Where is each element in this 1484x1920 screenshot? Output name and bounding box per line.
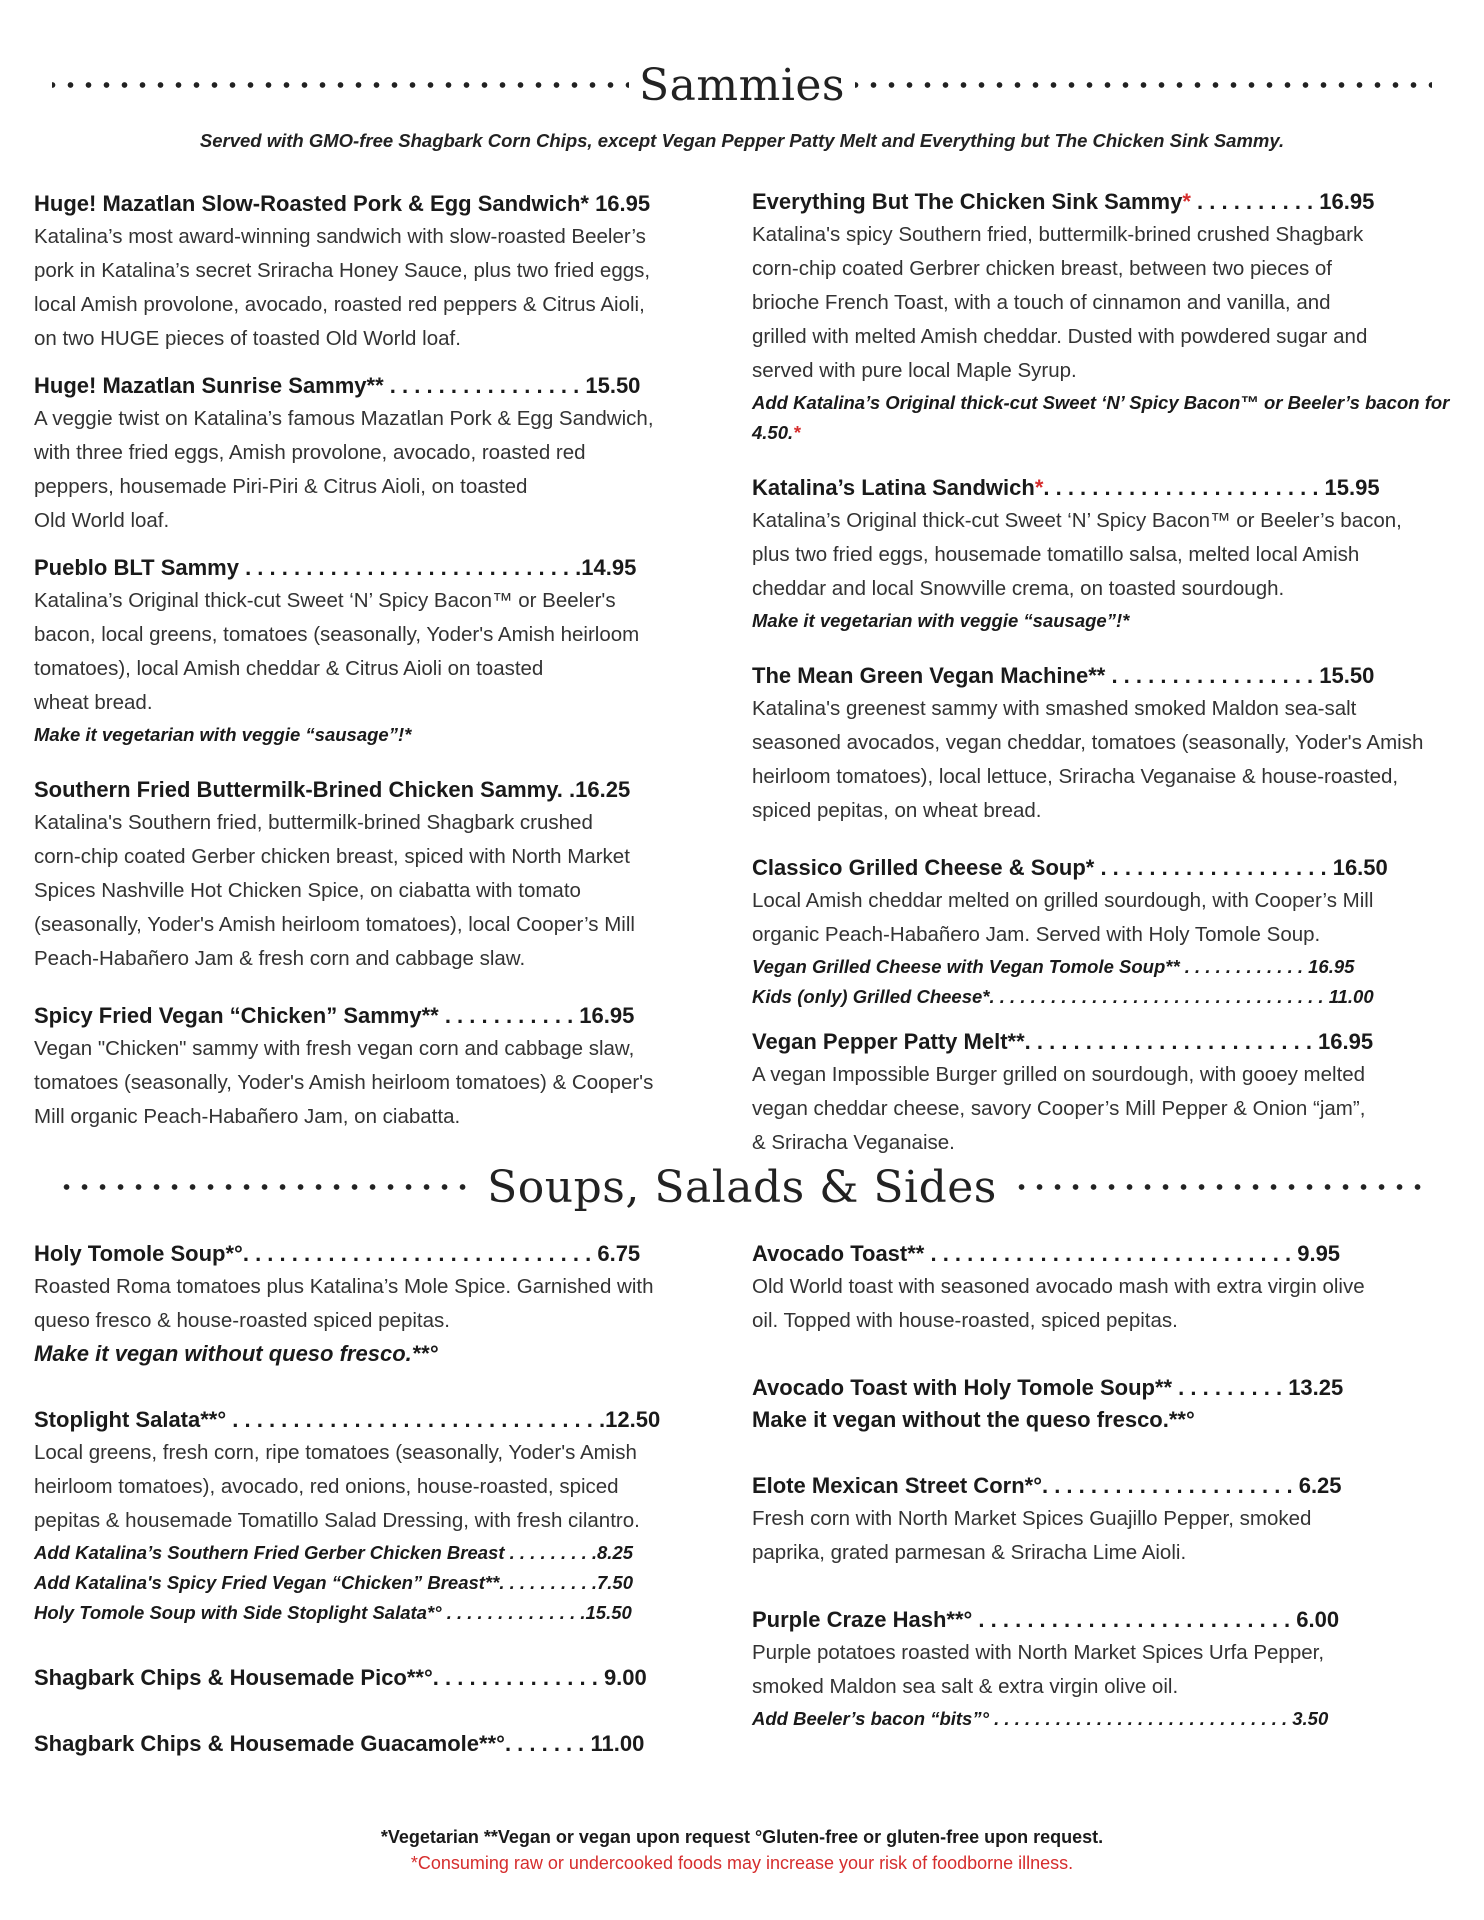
item-note: Kids (only) Grilled Cheese*. . . . . . . . . . . . . . . . . . . . . . . . . . . . . . . . . 11.00 [752, 986, 1374, 1007]
item-note: Holy Tomole Soup with Side Stoplight Salata*° . . . . . . . . . . . . . .15.50 [34, 1602, 632, 1623]
menu-item [34, 188, 734, 356]
item-desc-line: plus two fried eggs, housemade tomatillo salsa, melted local Amish [752, 543, 1360, 566]
item-note: Add Katalina’s Southern Fried Gerber Chicken Breast . . . . . . . . .8.25 [34, 1542, 634, 1563]
item-desc-line: corn-chip coated Gerber chicken breast, spiced with North Market [34, 845, 630, 868]
item-heading: Vegan Pepper Patty Melt**. . . . . . . . . . . . . . . . . . . . . . . . 16.95 [752, 1029, 1374, 1054]
item-heading: Huge! Mazatlan Sunrise Sammy** . . . . . . . . . . . . . . . . 15.50 [34, 373, 641, 398]
item-desc-line: Vegan "Chicken" sammy with fresh vegan corn and cabbage slaw, [34, 1037, 635, 1060]
menu-item [34, 1662, 734, 1694]
item-heading: Avocado Toast** . . . . . . . . . . . . . . . . . . . . . . . . . . . . . . 9.95 [752, 1241, 1341, 1266]
item-desc-line: pepitas & housemade Tomatillo Salad Dressing, with fresh cilantro. [34, 1509, 640, 1532]
menu-item [752, 1604, 1462, 1734]
item-heading: Spicy Fried Vegan “Chicken” Sammy** . . . . . . . . . . . 16.95 [34, 1003, 635, 1028]
dot-leader-right [855, 81, 1432, 89]
menu-item [34, 1728, 734, 1760]
item-desc-line: Fresh corn with North Market Spices Guajillo Pepper, smoked [752, 1507, 1312, 1530]
item-desc-line: tomatoes (seasonally, Yoder's Amish heirloom tomatoes) & Cooper's [34, 1071, 654, 1094]
menu-item [752, 1372, 1462, 1436]
item-desc-line: paprika, grated parmesan & Sriracha Lime Aioli. [752, 1541, 1187, 1564]
item-note: Make it vegetarian with veggie “sausage”!* [34, 724, 412, 745]
item-note: Vegan Grilled Cheese with Vegan Tomole Soup** . . . . . . . . . . . . 16.95 [752, 956, 1355, 977]
item-desc-line: Old World toast with seasoned avocado mash with extra virgin olive [752, 1275, 1365, 1298]
item-heading: Huge! Mazatlan Slow-Roasted Pork & Egg Sandwich* 16.95 [34, 191, 651, 216]
item-desc-line: tomatoes), local Amish cheddar & Citrus Aioli on toasted [34, 657, 544, 680]
menu-item [752, 1470, 1462, 1570]
item-desc-line: Katalina's greenest sammy with smashed smoked Maldon sea-salt [752, 697, 1357, 720]
sammies-left-column [34, 188, 734, 1134]
sides-left-column [34, 1238, 734, 1760]
raw-food-marker: * [793, 422, 801, 443]
item-desc-line: grilled with melted Amish cheddar. Dusted with powdered sugar and [752, 325, 1368, 348]
item-heading: The Mean Green Vegan Machine** . . . . . . . . . . . . . . . . . 15.50 [752, 663, 1375, 688]
item-desc-line: (seasonally, Yoder's Amish heirloom tomatoes), local Cooper’s Mill [34, 913, 635, 936]
item-desc-line: Katalina's Southern fried, buttermilk-brined Shagbark crushed [34, 811, 593, 834]
menu-item [34, 1238, 734, 1370]
item-heading: Shagbark Chips & Housemade Guacamole**°. . . . . . . 11.00 [34, 1731, 645, 1756]
item-desc-line: Spices Nashville Hot Chicken Spice, on ciabatta with tomato [34, 879, 581, 902]
item-desc-line: peppers, housemade Piri-Piri & Citrus Aioli, on toasted [34, 475, 528, 498]
item-desc-line: served with pure local Maple Syrup. [752, 359, 1077, 382]
sammies-header [52, 50, 1432, 120]
section-title-sammies: Sammies [639, 59, 846, 111]
food-safety-warning: *Consuming raw or undercooked foods may increase your risk of foodborne illness. [410, 1853, 1074, 1873]
item-desc-line: on two HUGE pieces of toasted Old World loaf. [34, 327, 461, 350]
item-desc-line: Katalina’s Original thick-cut Sweet ‘N’ Spicy Bacon™ or Beeler’s bacon, [752, 509, 1402, 532]
sammies-right-column [752, 186, 1462, 1160]
item-desc-line: bacon, local greens, tomatoes (seasonally, Yoder's Amish heirloom [34, 623, 640, 646]
item-desc-line: smoked Maldon sea salt & extra virgin olive oil. [752, 1675, 1179, 1698]
item-desc-line: A veggie twist on Katalina’s famous Mazatlan Pork & Egg Sandwich, [34, 407, 654, 430]
dot-leader-left [52, 81, 629, 89]
item-desc-line: & Sriracha Veganaise. [752, 1131, 955, 1154]
item-desc-line: Katalina's spicy Southern fried, buttermilk-brined crushed Shagbark [752, 223, 1364, 246]
item-desc-line: Mill organic Peach-Habañero Jam, on ciabatta. [34, 1105, 461, 1128]
item-heading: Everything But The Chicken Sink Sammy* . . . . . . . . . . 16.95 [752, 189, 1375, 214]
item-desc-line: vegan cheddar cheese, savory Cooper’s Mill Pepper & Onion “jam”, [752, 1097, 1366, 1120]
item-heading: Pueblo BLT Sammy . . . . . . . . . . . . . . . . . . . . . . . . . . . .14.95 [34, 555, 637, 580]
item-desc-line: pork in Katalina’s secret Sriracha Honey Sauce, plus two fried eggs, [34, 259, 651, 282]
item-note: Add Katalina's Spicy Fried Vegan “Chicken” Breast**. . . . . . . . . .7.50 [34, 1572, 633, 1593]
sides-header [52, 1152, 1432, 1222]
menu-item [752, 1238, 1462, 1338]
item-desc-line: Purple potatoes roasted with North Market Spices Urfa Pepper, [752, 1641, 1325, 1664]
item-desc-line: with three fried eggs, Amish provolone, avocado, roasted red [34, 441, 586, 464]
item-desc-line: Katalina’s most award-winning sandwich with slow-roasted Beeler’s [34, 225, 646, 248]
sides-right-column [752, 1238, 1462, 1734]
item-desc-line: Peach-Habañero Jam & fresh corn and cabbage slaw. [34, 947, 526, 970]
item-desc-line: cheddar and local Snowville crema, on toasted sourdough. [752, 577, 1285, 600]
item-heading: Holy Tomole Soup*°. . . . . . . . . . . . . . . . . . . . . . . . . . . . . 6.75 [34, 1241, 641, 1266]
item-desc-line: queso fresco & house-roasted spiced pepitas. [34, 1309, 450, 1332]
item-note: Make it vegetarian with veggie “sausage”!* [752, 610, 1130, 631]
item-desc-line: Local Amish cheddar melted on grilled sourdough, with Cooper’s Mill [752, 889, 1374, 912]
item-heading: Avocado Toast with Holy Tomole Soup** . . . . . . . . . 13.25 [752, 1375, 1344, 1400]
item-heading: Southern Fried Buttermilk-Brined Chicken Sammy. .16.25 [34, 777, 631, 802]
item-note: Add Beeler’s bacon “bits”° . . . . . . . . . . . . . . . . . . . . . . . . . . . . . 3.50 [752, 1708, 1329, 1729]
item-heading: Purple Craze Hash**° . . . . . . . . . . . . . . . . . . . . . . . . . . 6.00 [752, 1607, 1340, 1632]
item-heading: Elote Mexican Street Corn*°. . . . . . . . . . . . . . . . . . . . . 6.25 [752, 1473, 1342, 1498]
sammies-chips-note: Served with GMO-free Shagbark Corn Chips, except Vegan Pepper Patty Melt and Everything but The Chicken Sink Sammy. [199, 130, 1285, 151]
menu-item [34, 1404, 734, 1628]
item-desc-line: Old World loaf. [34, 509, 170, 532]
item-desc-line: oil. Topped with house-roasted, spiced pepitas. [752, 1309, 1178, 1332]
item-desc-line: Local greens, fresh corn, ripe tomatoes (seasonally, Yoder's Amish [34, 1441, 637, 1464]
item-note: Add Katalina’s Original thick-cut Sweet ‘N’ Spicy Bacon™ or Beeler’s bacon for 4.50.* [752, 392, 1450, 443]
menu-item [34, 370, 734, 538]
menu-item [34, 774, 734, 976]
item-desc-line: organic Peach-Habañero Jam. Served with Holy Tomole Soup. [752, 923, 1321, 946]
item-desc-line: brioche French Toast, with a touch of cinnamon and vanilla, and [752, 291, 1331, 314]
raw-food-marker: * [1182, 189, 1191, 214]
item-desc-line: Roasted Roma tomatoes plus Katalina’s Mole Spice. Garnished with [34, 1275, 654, 1298]
menu-item [34, 552, 734, 750]
menu-item [752, 186, 1462, 448]
item-note: Make it vegan without queso fresco.**° [34, 1341, 438, 1366]
item-heading: Katalina’s Latina Sandwich*. . . . . . . . . . . . . . . . . . . . . . . 15.95 [752, 475, 1380, 500]
menu-item [34, 1000, 734, 1134]
item-desc-line: corn-chip coated Gerbrer chicken breast, between two pieces of [752, 257, 1332, 280]
item-note: Make it vegan without the queso fresco.**° [752, 1407, 1195, 1432]
item-desc-line: seasoned avocados, vegan cheddar, tomatoes (seasonally, Yoder's Amish [752, 731, 1424, 754]
item-desc-line: Katalina’s Original thick-cut Sweet ‘N’ Spicy Bacon™ or Beeler's [34, 589, 616, 612]
item-desc-line: local Amish provolone, avocado, roasted red peppers & Citrus Aioli, [34, 293, 645, 316]
item-heading: Classico Grilled Cheese & Soup* . . . . . . . . . . . . . . . . . . . 16.50 [752, 855, 1388, 880]
menu-item [752, 1026, 1462, 1160]
item-desc-line: heirloom tomatoes), avocado, red onions, house-roasted, spiced [34, 1475, 619, 1498]
item-heading: Stoplight Salata**° . . . . . . . . . . . . . . . . . . . . . . . . . . . . . . .12.50 [34, 1407, 661, 1432]
item-desc-line: spiced pepitas, on wheat bread. [752, 799, 1042, 822]
raw-food-marker: * [1034, 475, 1044, 500]
item-desc-line: wheat bread. [34, 691, 153, 714]
item-desc-line: A vegan Impossible Burger grilled on sourdough, with gooey melted [752, 1063, 1366, 1086]
item-desc-line: heirloom tomatoes), local lettuce, Sriracha Veganaise & house-roasted, [752, 765, 1399, 788]
menu-item [752, 472, 1462, 636]
item-heading: Shagbark Chips & Housemade Pico**°. . . . . . . . . . . . . . 9.00 [34, 1665, 647, 1690]
menu-item [752, 660, 1462, 828]
menu-item [752, 852, 1462, 1012]
dietary-legend: *Vegetarian **Vegan or vegan upon request °Gluten-free or gluten-free upon request. [380, 1827, 1104, 1847]
dot-leader-right [1007, 1183, 1432, 1191]
dot-leader-left [52, 1183, 477, 1191]
section-title-sides: Soups, Salads & Sides [487, 1161, 997, 1213]
